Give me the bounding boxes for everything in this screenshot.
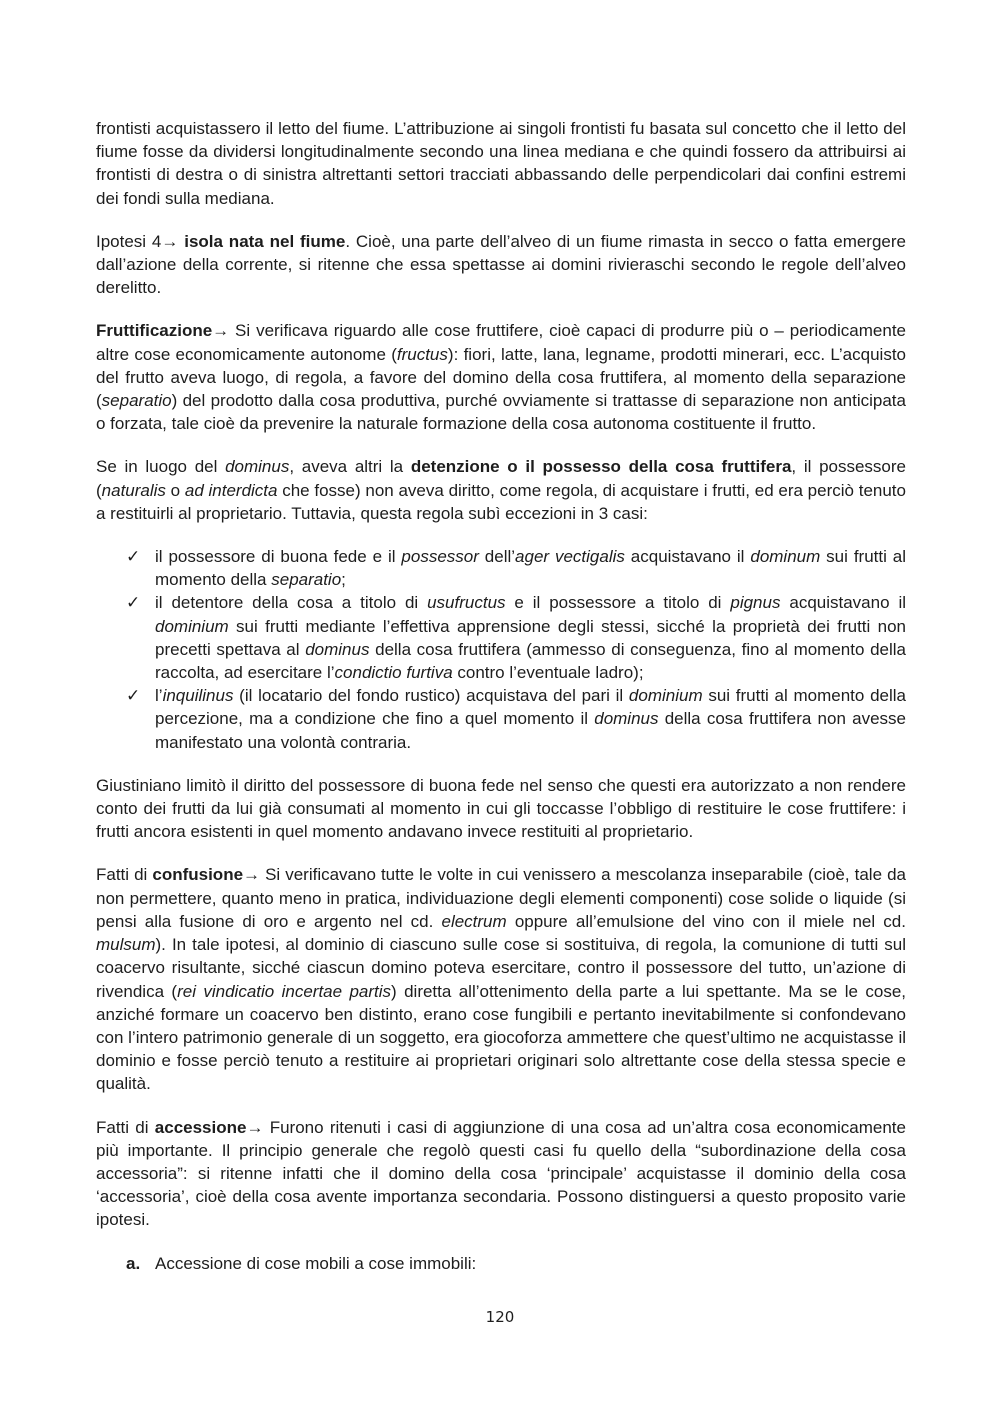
text-run: l’ <box>155 686 163 706</box>
text-run: Furono ritenuti i casi di aggiunzione di una cosa ad un’altra cosa economicamente più importante. Il principio generale che regolò questi casi fu quello della “subordinazione della cosa accessoria”: si ritenne infatti che il domino della cosa ‘principale’ acquistasse il dominio della cosa ‘accessoria’, cioè della cosa avente importanza secondaria. Possono distinguersi a questo proposito varie ipotesi. <box>96 1117 906 1230</box>
text-run: il possessore di buona fede e il <box>155 547 402 567</box>
text-run: acquistavano il <box>780 593 906 613</box>
text-run: Si verificava riguardo alle cose fruttifere, cioè capaci di produrre più o – periodicamente altre cose economicamente autonome ( <box>96 321 906 364</box>
text-run: ) del prodotto dalla cosa produttiva, purché ovviamente si trattasse di separazione non anticipata o forzata, tale cioè da prevenire la naturale formazione della cosa autonoma costituente il frutto. <box>96 391 906 434</box>
italic-term: dominus <box>305 639 370 659</box>
arrow-right-icon: → <box>243 865 261 885</box>
italic-term: usufructus <box>427 593 506 613</box>
text-run: Si verificavano tutte le volte in cui venissero a mescolanza inseparabile (cioè, tale da non permettere, quanto meno in pratica, individuazione degli elementi componenti) cose solide o liquide (si pensi alla fusione di oro e argento nel cd. <box>96 865 906 931</box>
italic-term: pignus <box>730 593 781 613</box>
list-item <box>126 684 906 754</box>
bold-term: accessione <box>154 1117 247 1137</box>
text-run: sui frutti al momento della <box>155 547 907 590</box>
list-item <box>126 545 907 591</box>
paragraph-fruttificazione <box>96 319 906 435</box>
checkmark-icon: ✓ <box>126 686 141 706</box>
text-run: ; <box>341 570 346 590</box>
checkmark-icon: ✓ <box>126 593 141 613</box>
text-run: acquistavano il <box>624 547 751 567</box>
italic-term: fructus <box>396 344 448 364</box>
paragraph-text: Giustiniano limitò il diritto del possessore di buona fede nel senso che questi era autorizzato a non rendere conto dei frutti da lui già consumati al momento in cui gli toccasse l’obbligo di restituire le cose fruttifere: i frutti ancora esistenti in quel momento andavano invece restituiti al proprietario. <box>96 775 906 842</box>
italic-term: electrum <box>441 911 507 931</box>
italic-term: inquilinus <box>162 686 234 706</box>
paragraph-ipotesi-4 <box>96 230 906 300</box>
bold-term: detenzione o il possesso della cosa fruttifera <box>410 457 792 477</box>
arrow-right-icon: → <box>212 321 230 341</box>
italic-term: ager vectigalis <box>515 547 625 567</box>
bold-term: Fruttificazione <box>96 321 213 341</box>
text-run: Fatti di <box>96 1117 155 1137</box>
italic-term: separatio <box>271 570 342 590</box>
italic-term: separatio <box>101 391 172 411</box>
list-letter: a. <box>126 1253 141 1273</box>
italic-term: mulsum <box>96 935 156 955</box>
checkmark-icon: ✓ <box>126 547 141 567</box>
text-run: , aveva altri la <box>289 457 411 477</box>
italic-term: dominum <box>750 547 821 567</box>
text-run: ). In tale ipotesi, al dominio di ciascuno sulle cose si sostituiva, di regola, la comunione di tutti sul coacervo risultante, sicché ciascun domino poteva esercitare, contro il possessore del tutto, un’azione di rivendica ( <box>96 935 906 1001</box>
text-run: ) diretta all’ottenimento della parte a lui spettante. Ma se le cose, anziché formare un coacervo ben distinto, erano cose fungibili e pertanto inevitabilmente si confondevano con l’intero patrimonio generale di un soggetto, era giocoforza ammettere che quest’ultimo ne acquistasse il dominio e fosse perciò tenuto a restituire ai proprietari originari solo altrettante cose della stessa specie e qualità. <box>96 981 907 1094</box>
text-run: il detentore della cosa a titolo di <box>155 593 428 613</box>
text-run: della cosa fruttifera (ammesso di conseguenza, fino al momento della raccolta, ad esercitare l’ <box>155 639 906 683</box>
text-run: oppure all’emulsione del vino con il miele nel cd. <box>506 911 906 931</box>
paragraph-giustiniano <box>96 774 906 844</box>
paragraph-confusione <box>96 863 906 1095</box>
sub-item-text: Accessione di cose mobili a cose immobili: <box>155 1253 477 1273</box>
text-run: Se in luogo del <box>96 457 226 477</box>
italic-term: rei vindicatio incertae partis <box>177 981 392 1001</box>
paragraph-text: . Cioè, una parte dell’alveo di un fiume rimasta in secco o fatta emergere dall’azione della corrente, si ritenne che essa spettasse ai domini rivieraschi secondo le regole dell’alveo derelitto. <box>96 231 906 298</box>
italic-term: condictio furtiva <box>334 663 453 683</box>
text-run: contro l’eventuale ladro); <box>452 663 644 683</box>
bold-term: confusione <box>152 865 244 885</box>
ipotesi-label: Ipotesi 4 <box>96 231 162 251</box>
arrow-right-icon: → <box>161 231 179 251</box>
arrow-right-icon: → <box>246 1117 264 1137</box>
italic-term: dominus <box>594 709 659 729</box>
paragraph-possessore <box>96 455 906 525</box>
text-run: sui frutti mediante l’effettiva apprensione degli stessi, sicché la proprietà dei frutti non precetti spettava al <box>155 616 906 659</box>
text-run: della cosa fruttifera non avesse manifestato una volontà contraria. <box>155 709 906 752</box>
document-page <box>96 117 906 1275</box>
italic-term: dominus <box>225 457 290 477</box>
text-run: e il possessore a titolo di <box>505 593 731 613</box>
exceptions-checklist <box>96 545 906 754</box>
italic-term: ad interdicta <box>184 480 278 500</box>
text-run: che fosse) non aveva diritto, come regola, di acquistare i frutti, ed era perciò tenuto a restituirli al proprietario. Tuttavia, questa regola subì eccezioni in 3 casi: <box>96 480 906 523</box>
text-run: ): fiori, latte, lana, legname, prodotti minerari, ecc. L’acquisto del frutto aveva luogo, di regola, a favore del domino della cosa fruttifera, al momento della separazione ( <box>96 344 906 411</box>
text-run: o <box>165 480 185 500</box>
paragraph-letto-fiume <box>96 117 906 210</box>
text-run: (il locatario del fondo rustico) acquistava del pari il <box>233 686 629 706</box>
paragraph-accessione <box>96 1116 906 1232</box>
sub-item-a <box>126 1252 906 1275</box>
bold-term: isola nata nel fiume <box>184 231 346 251</box>
italic-term: naturalis <box>101 480 166 500</box>
paragraph-text: frontisti acquistassero il letto del fiume. L’attribuzione ai singoli frontisti fu basata sul concetto che il letto del fiume fosse da dividersi longitudinalmente secondo una linea mediana e che quindi fossero da attribuirsi ai frontisti di destra o di sinistra altrettanti settori tracciati abbassando delle perpendicolari dai confini estremi dei fondi sulla mediana. <box>96 119 906 208</box>
text-run: , il possessore ( <box>96 457 906 500</box>
text-run: sui frutti al momento della percezione, ma a condizione che fino a quel momento il <box>155 686 906 729</box>
text-run: dell’ <box>478 547 516 567</box>
list-item <box>126 591 906 684</box>
italic-term: dominium <box>155 616 229 636</box>
italic-term: dominium <box>628 686 703 706</box>
italic-term: possessor <box>401 547 479 567</box>
text-run: Fatti di <box>96 865 153 885</box>
page-number: 120 <box>485 1308 515 1326</box>
